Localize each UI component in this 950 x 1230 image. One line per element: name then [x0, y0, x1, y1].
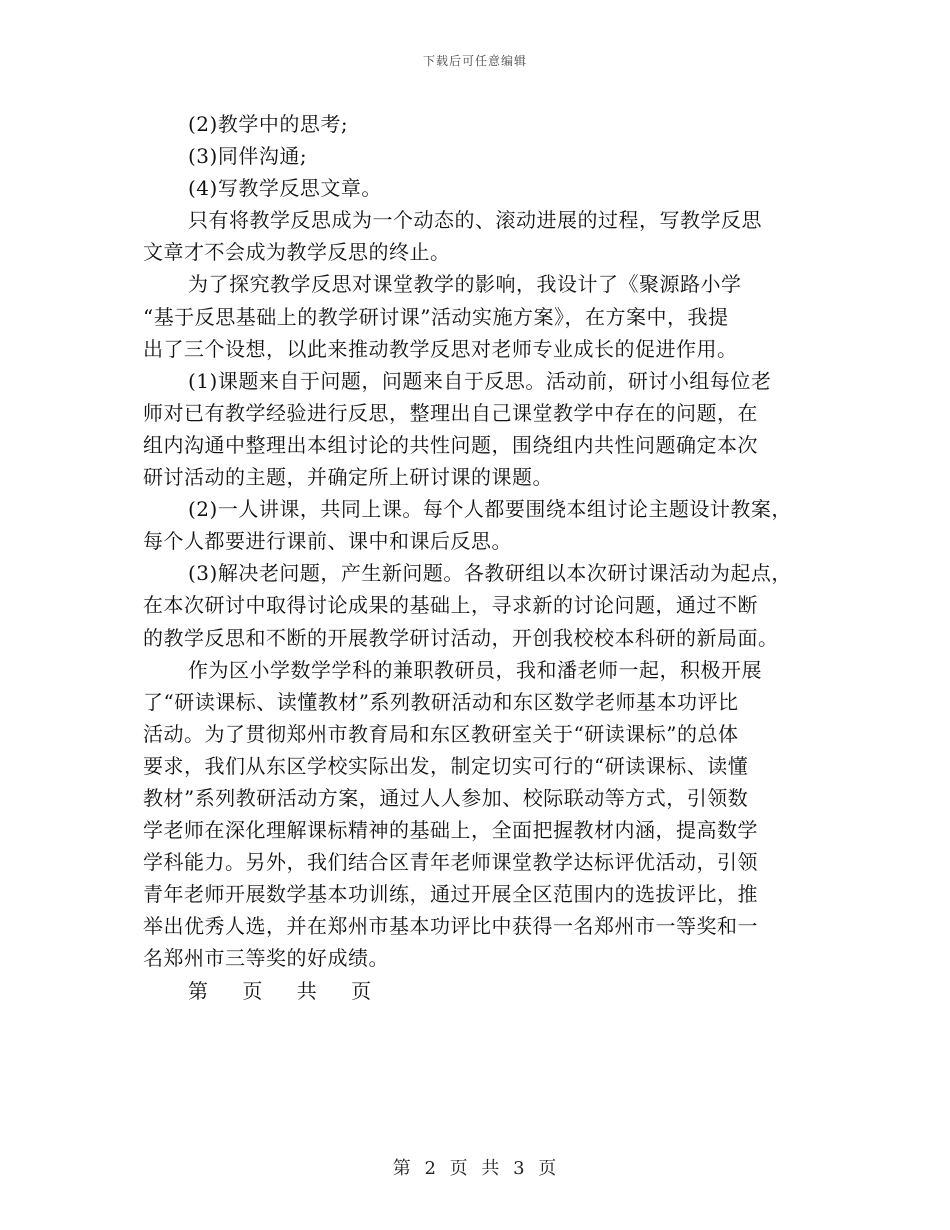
text-line: (4)写教学反思文章。	[188, 176, 382, 201]
text-line: 每个人都要进行课前、课中和课后反思。	[143, 529, 512, 554]
text-line: 教材”系列教研活动方案，通过人人参加、校际联动等方式，引领数	[143, 785, 749, 810]
text-line: 活动。为了贯彻郑州市教育局和东区教研室关于“研读课标”的总体	[143, 721, 739, 746]
text-line: “基于反思基础上的教学研讨课”活动实施方案》，在方案中，我提	[143, 304, 729, 329]
text-line: 名郑州市三等奖的好成绩。	[143, 946, 389, 971]
page-header: 下载后可任意编辑	[422, 54, 527, 68]
text-line: 青年老师开展数学基本功训练，通过开展全区范围内的选拔评比，推	[143, 882, 758, 907]
text-line: 在本次研讨中取得讨论成果的基础上，寻求新的讨论问题，通过不断	[143, 593, 758, 618]
text-line: 了“研读课标、读懂教材”系列教研活动和东区数学老师基本功评比	[143, 689, 739, 714]
text-line: 只有将教学反思成为一个动态的、滚动进展的过程，写教学反思	[188, 208, 762, 233]
text-line: 作为区小学数学学科的兼职教研员，我和潘老师一起，积极开展	[188, 657, 762, 682]
text-line: 学科能力。另外，我们结合区青年老师课堂教学达标评优活动，引领	[143, 850, 758, 875]
text-line: 为了探究教学反思对课堂教学的影响，我设计了《聚源路小学	[188, 272, 742, 297]
document-body	[143, 108, 808, 1007]
text-line: 学老师在深化理解课标精神的基础上，全面把握教材内涵，提高数学	[143, 818, 758, 843]
inline-page-counter: 第 页 共 页	[188, 978, 386, 1003]
text-line: 师对已有教学经验进行反思，整理出自己课堂教学中存在的问题，在	[143, 400, 758, 425]
text-line: (2)教学中的思考;	[188, 112, 349, 136]
text-line: 文章才不会成为教学反思的终止。	[143, 240, 451, 265]
text-line: (3)解决老问题，产生新问题。各教研组以本次研讨课活动为起点，	[188, 561, 792, 586]
text-line: 组内沟通中整理出本组讨论的共性问题，围绕组内共性问题确定本次	[143, 432, 758, 457]
text-line: (2)一人讲课，共同上课。每个人都要围绕本组讨论主题设计教案，	[188, 497, 792, 522]
text-line: 要求，我们从东区学校实际出发，制定切实可行的“研读课标、读懂	[143, 753, 749, 778]
text-line: (3)同伴沟通;	[188, 144, 308, 169]
page-footer: 第 2 页 共 3 页	[392, 1158, 558, 1179]
text-line: 举出优秀人选，并在郑州市基本功评比中获得一名郑州市一等奖和一	[143, 914, 758, 939]
text-line: (1)课题来自于问题，问题来自于反思。活动前，研讨小组每位老	[188, 368, 772, 393]
text-line: 出了三个设想，以此来推动教学反思对老师专业成长的促进作用。	[143, 336, 738, 361]
text-line: 的教学反思和不断的开展教学研讨活动，开创我校校本科研的新局面。	[143, 625, 779, 650]
text-line: 研讨活动的主题，并确定所上研讨课的课题。	[143, 465, 553, 490]
